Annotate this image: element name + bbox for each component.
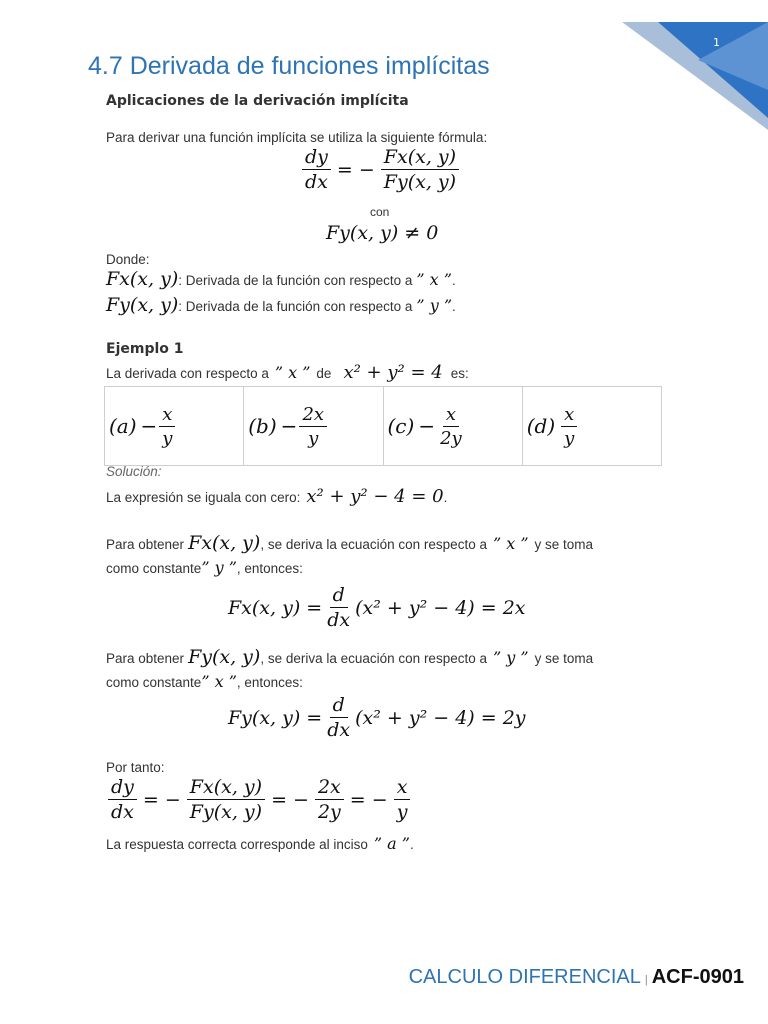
step-3-line2: como constante ” x ” , entonces: [106,672,303,691]
con-label: con [370,205,390,219]
footer-separator: | [644,974,648,986]
implicit-formula: $\frac{dy}{dx}$ = − $\frac{Fx(x, y)}{Fy(x, y)}$ [300,146,461,193]
example-question: La derivada con respecto a ” x ” de x² + y² = 4 es: [106,362,469,383]
answer-line: La respuesta correcta corresponde al inciso ” a ” . [106,834,414,853]
step-2-equation: Fx(x, y) = $\frac{d}{dx}$ (x² + y² − 4) = 2x [228,584,526,631]
example-heading: Ejemplo 1 [106,341,184,357]
option-d: (d) $\frac{x}{y}$ [523,387,661,465]
option-b: (b) − $\frac{2x}{y}$ [244,387,383,465]
portanto-label: Por tanto: [106,760,165,775]
corner-decoration [618,0,768,130]
definition-fy: Fy(x, y) : Derivada de la función con respecto a ” y ” . [106,294,456,316]
step-2-line2: como constante ” y ” , entonces: [106,558,303,577]
formula-condition: Fy(x, y) ≠ 0 [326,222,439,244]
step-3-equation: Fy(x, y) = $\frac{d}{dx}$ (x² + y² − 4) = 2y [228,694,526,741]
page-title: 4.7 Derivada de funciones implícitas [88,52,490,80]
options-table [104,386,662,466]
step-3-line1: Para obtener Fy(x, y) , se deriva la ecuación con respecto a ” y ” y se toma [106,646,594,668]
page-number: 1 [713,36,720,49]
definition-fx: Fx(x, y) : Derivada de la función con respecto a ” x ” . [106,268,456,290]
intro-text: Para derivar una función implícita se utiliza la siguiente fórmula: [106,130,488,145]
option-a: (a) − $\frac{x}{y}$ [105,387,244,465]
option-c: (c) − $\frac{x}{2y}$ [384,387,523,465]
footer-code: ACF-0901 [651,966,744,988]
donde-label: Donde: [106,252,150,267]
page-footer [409,966,744,989]
solution-label: Solución: [106,464,162,479]
final-derivative: $\frac{dy}{dx}$ = − $\frac{Fx(x, y)}{Fy(x, y)}$ = − $\frac{2x}{2y}$ = − $\frac{x}{y}$ [106,776,412,823]
step-1: La expresión se iguala con cero: x² + y² − 4 = 0 . [106,486,448,507]
section-subtitle: Aplicaciones de la derivación implícita [106,93,409,109]
footer-course: CALCULO DIFERENCIAL [408,966,641,988]
step-2-line1: Para obtener Fx(x, y) , se deriva la ecuación con respecto a ” x ” y se toma [106,532,594,554]
